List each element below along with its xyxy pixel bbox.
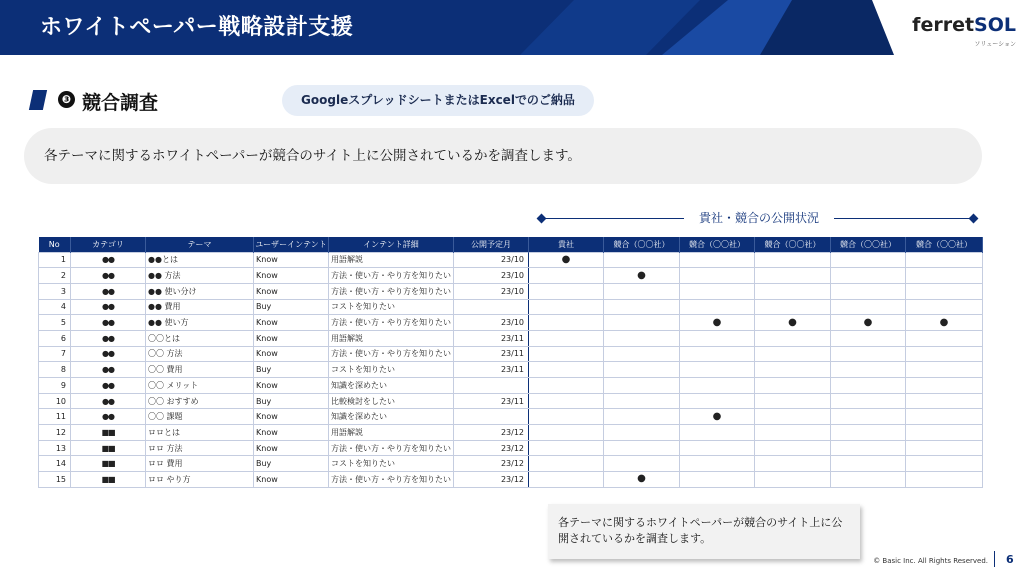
competitor-cell [755, 346, 831, 362]
competitor-cell [755, 268, 831, 284]
competitor-cell [906, 268, 983, 284]
row-number: 13 [39, 440, 71, 456]
table-header-row [39, 237, 983, 252]
competitor-cell [831, 346, 906, 362]
competitor-cell [680, 315, 755, 331]
competitor-cell [906, 409, 983, 425]
theme-cell: 〇〇 おすすめ [146, 393, 254, 409]
theme-cell: ●● 方法 [146, 268, 254, 284]
competitor-cell [906, 330, 983, 346]
row-number: 10 [39, 393, 71, 409]
competitor-cell [604, 409, 680, 425]
intent-cell: Know [254, 330, 329, 346]
section-title: 競合調査 [82, 92, 159, 114]
table-row [39, 315, 983, 331]
own-company-cell [529, 425, 604, 441]
table-row [39, 378, 983, 394]
category-cell: ●● [71, 299, 146, 315]
row-number: 8 [39, 362, 71, 378]
publish-month-cell [454, 409, 529, 425]
description-banner: 各テーマに関するホワイトペーパーが競合のサイト上に公開されているかを調査します。 [24, 128, 982, 184]
intent-detail-cell: 用語解説 [329, 252, 454, 268]
intent-cell: Know [254, 252, 329, 268]
competitor-cell [680, 283, 755, 299]
own-company-cell [529, 362, 604, 378]
diamond-left-icon [537, 214, 547, 224]
competitor-cell [831, 268, 906, 284]
competitor-cell [906, 378, 983, 394]
competitor-cell [680, 409, 755, 425]
section-number: ❸ [58, 91, 75, 108]
theme-cell: ロロ 方法 [146, 440, 254, 456]
category-cell: ●● [71, 283, 146, 299]
competitor-cell [604, 315, 680, 331]
intent-detail-cell: 知識を深めたい [329, 409, 454, 425]
category-cell: ●● [71, 393, 146, 409]
competitor-cell [755, 440, 831, 456]
intent-cell: Buy [254, 393, 329, 409]
row-number: 15 [39, 472, 71, 488]
table-row [39, 268, 983, 284]
competitor-cell [906, 472, 983, 488]
table-row [39, 393, 983, 409]
intent-cell: Know [254, 440, 329, 456]
competitor-cell [906, 252, 983, 268]
theme-cell: ●● 費用 [146, 299, 254, 315]
competitor-cell [604, 330, 680, 346]
column-header: インテント詳細 [329, 237, 454, 252]
tooltip-note: 各テーマに関するホワイトペーパーが競合のサイト上に公開されているかを調査します。 [548, 504, 860, 559]
competitor-cell [680, 268, 755, 284]
competitor-cell [604, 425, 680, 441]
publish-month-cell: 23/11 [454, 362, 529, 378]
competitor-cell [604, 440, 680, 456]
column-header: 公開予定月 [454, 237, 529, 252]
row-number: 3 [39, 283, 71, 299]
competitor-cell [831, 378, 906, 394]
competitor-cell [755, 315, 831, 331]
intent-detail-cell: 方法・使い方・やり方を知りたい [329, 346, 454, 362]
publish-month-cell: 23/11 [454, 393, 529, 409]
publish-month-cell [454, 299, 529, 315]
table-row [39, 252, 983, 268]
publish-month-cell: 23/10 [454, 283, 529, 299]
column-header: 競合（〇〇社） [604, 237, 680, 252]
category-cell: ●● [71, 252, 146, 268]
category-cell: ■■ [71, 472, 146, 488]
published-dot-icon: ● [712, 316, 722, 328]
publish-month-cell [454, 378, 529, 394]
competitor-cell [831, 393, 906, 409]
publish-month-cell: 23/10 [454, 252, 529, 268]
competitor-cell [680, 330, 755, 346]
theme-cell: ●●とは [146, 252, 254, 268]
competitor-cell [906, 362, 983, 378]
own-company-cell [529, 456, 604, 472]
intent-detail-cell: 比較検討をしたい [329, 393, 454, 409]
published-dot-icon: ● [788, 316, 797, 328]
theme-cell: 〇〇 費用 [146, 362, 254, 378]
competitor-cell [906, 440, 983, 456]
published-dot-icon: ● [637, 269, 646, 281]
row-number: 6 [39, 330, 71, 346]
competitor-cell [906, 283, 983, 299]
theme-cell: ロロとは [146, 425, 254, 441]
category-cell: ●● [71, 378, 146, 394]
competitor-cell [680, 440, 755, 456]
published-dot-icon: ● [712, 410, 722, 422]
own-company-cell [529, 283, 604, 299]
intent-detail-cell: コストを知りたい [329, 299, 454, 315]
theme-cell: ●● 使い方 [146, 315, 254, 331]
own-company-cell [529, 330, 604, 346]
competitor-cell [755, 456, 831, 472]
publish-month-cell: 23/12 [454, 472, 529, 488]
own-company-cell [529, 472, 604, 488]
row-number: 14 [39, 456, 71, 472]
theme-cell: ●● 使い分け [146, 283, 254, 299]
publish-month-cell: 23/12 [454, 425, 529, 441]
intent-cell: Know [254, 346, 329, 362]
competitor-cell [680, 425, 755, 441]
table-row [39, 425, 983, 441]
intent-cell: Know [254, 268, 329, 284]
table-row [39, 440, 983, 456]
column-header: No [39, 237, 71, 252]
row-number: 2 [39, 268, 71, 284]
delivery-pill: GoogleスプレッドシートまたはExcelでのご納品 [282, 85, 594, 116]
row-number: 5 [39, 315, 71, 331]
competitor-cell [755, 409, 831, 425]
competitor-cell [831, 440, 906, 456]
competitor-cell [906, 393, 983, 409]
table-row [39, 299, 983, 315]
own-company-cell [529, 378, 604, 394]
diamond-right-icon [969, 214, 979, 224]
intent-detail-cell: 知識を深めたい [329, 378, 454, 394]
column-header: ユーザーインテント [254, 237, 329, 252]
copyright: © Basic Inc. All Rights Reserved. [873, 557, 988, 565]
logo-accent: SOL [974, 14, 1016, 36]
publish-month-cell: 23/11 [454, 330, 529, 346]
column-header: 競合（〇〇社） [906, 237, 983, 252]
own-company-cell [529, 440, 604, 456]
table-row [39, 346, 983, 362]
logo-main: ferret [912, 14, 975, 36]
published-dot-icon: ● [939, 316, 949, 328]
competitor-cell [906, 456, 983, 472]
intent-detail-cell: コストを知りたい [329, 456, 454, 472]
competitor-cell [604, 378, 680, 394]
competitor-cell [604, 362, 680, 378]
column-header: 競合（〇〇社） [755, 237, 831, 252]
own-company-cell [529, 299, 604, 315]
publish-month-cell: 23/10 [454, 315, 529, 331]
row-number: 7 [39, 346, 71, 362]
competitor-cell [755, 330, 831, 346]
competitor-cell [604, 456, 680, 472]
competitor-cell [604, 268, 680, 284]
own-company-cell [529, 268, 604, 284]
competitor-cell [831, 283, 906, 299]
row-number: 11 [39, 409, 71, 425]
logo-sub: ソリューション [974, 41, 1016, 48]
competitor-cell [906, 425, 983, 441]
theme-cell: ロロ 費用 [146, 456, 254, 472]
theme-cell: 〇〇 課題 [146, 409, 254, 425]
competitor-cell [604, 346, 680, 362]
row-number: 1 [39, 252, 71, 268]
competitor-cell [831, 409, 906, 425]
table-row [39, 456, 983, 472]
table-row [39, 409, 983, 425]
intent-detail-cell: 用語解説 [329, 330, 454, 346]
published-dot-icon: ● [637, 473, 646, 485]
column-header: テーマ [146, 237, 254, 252]
row-number: 9 [39, 378, 71, 394]
table-body [39, 252, 983, 487]
competitor-cell [831, 330, 906, 346]
competitor-cell [831, 252, 906, 268]
intent-cell: Know [254, 409, 329, 425]
category-cell: ■■ [71, 440, 146, 456]
intent-detail-cell: コストを知りたい [329, 362, 454, 378]
column-header: 貴社 [529, 237, 604, 252]
competitor-cell [755, 393, 831, 409]
competitor-cell [680, 472, 755, 488]
intent-cell: Know [254, 425, 329, 441]
intent-detail-cell: 方法・使い方・やり方を知りたい [329, 440, 454, 456]
table-row [39, 283, 983, 299]
own-company-cell [529, 409, 604, 425]
intent-detail-cell: 方法・使い方・やり方を知りたい [329, 283, 454, 299]
category-cell: ●● [71, 268, 146, 284]
category-cell: ●● [71, 346, 146, 362]
column-header: 競合（〇〇社） [680, 237, 755, 252]
competitor-cell [755, 299, 831, 315]
intent-detail-cell: 方法・使い方・やり方を知りたい [329, 315, 454, 331]
intent-detail-cell: 方法・使い方・やり方を知りたい [329, 268, 454, 284]
competitor-cell [906, 315, 983, 331]
category-cell: ■■ [71, 456, 146, 472]
competitor-cell [604, 283, 680, 299]
competitor-cell [755, 362, 831, 378]
page-number: 6 [1006, 553, 1014, 566]
logo [894, 0, 1024, 55]
competitor-cell [680, 393, 755, 409]
competitor-cell [831, 456, 906, 472]
footer-divider [994, 551, 995, 567]
competitor-cell [680, 252, 755, 268]
publish-month-cell: 23/12 [454, 440, 529, 456]
intent-cell: Buy [254, 362, 329, 378]
competitor-cell [831, 315, 906, 331]
competitor-cell [755, 283, 831, 299]
intent-cell: Know [254, 283, 329, 299]
header-band [0, 0, 1024, 55]
published-dot-icon: ● [863, 316, 873, 328]
competitor-cell [680, 299, 755, 315]
own-company-cell [529, 393, 604, 409]
row-number: 4 [39, 299, 71, 315]
table-row [39, 472, 983, 488]
table-row [39, 362, 983, 378]
own-company-cell [529, 252, 604, 268]
category-cell: ■■ [71, 425, 146, 441]
competitor-table [38, 237, 983, 488]
intent-cell: Buy [254, 456, 329, 472]
competitor-cell [680, 346, 755, 362]
section-marker [29, 90, 47, 110]
own-company-cell [529, 346, 604, 362]
theme-cell: 〇〇 メリット [146, 378, 254, 394]
publish-month-cell: 23/12 [454, 456, 529, 472]
competitor-cell [680, 456, 755, 472]
published-dot-icon: ● [561, 253, 571, 265]
competitor-cell [680, 378, 755, 394]
publish-month-cell: 23/11 [454, 346, 529, 362]
competitor-cell [755, 472, 831, 488]
publish-month-cell: 23/10 [454, 268, 529, 284]
competitor-cell [831, 472, 906, 488]
intent-detail-cell: 用語解説 [329, 425, 454, 441]
intent-detail-cell: 方法・使い方・やり方を知りたい [329, 472, 454, 488]
competitor-cell [755, 378, 831, 394]
own-company-cell [529, 315, 604, 331]
column-header: 競合（〇〇社） [831, 237, 906, 252]
competitor-cell [755, 425, 831, 441]
theme-cell: 〇〇 方法 [146, 346, 254, 362]
competitor-cell [604, 299, 680, 315]
competitor-cell [831, 362, 906, 378]
row-number: 12 [39, 425, 71, 441]
competitor-cell [680, 362, 755, 378]
intent-cell: Know [254, 472, 329, 488]
competitor-cell [906, 299, 983, 315]
column-header: カテゴリ [71, 237, 146, 252]
intent-cell: Know [254, 315, 329, 331]
category-cell: ●● [71, 409, 146, 425]
intent-cell: Buy [254, 299, 329, 315]
page-title: ホワイトペーパー戦略設計支援 [40, 15, 354, 40]
competitor-cell [831, 299, 906, 315]
competitor-cell [604, 252, 680, 268]
competitor-cell [831, 425, 906, 441]
theme-cell: ロロ やり方 [146, 472, 254, 488]
competitor-cell [604, 393, 680, 409]
category-cell: ●● [71, 315, 146, 331]
competitor-cell [755, 252, 831, 268]
theme-cell: 〇〇とは [146, 330, 254, 346]
intent-cell: Know [254, 378, 329, 394]
status-label: 貴社・競合の公開状況 [684, 209, 834, 227]
category-cell: ●● [71, 362, 146, 378]
table-row [39, 330, 983, 346]
competitor-cell [906, 346, 983, 362]
category-cell: ●● [71, 330, 146, 346]
competitor-cell [604, 472, 680, 488]
